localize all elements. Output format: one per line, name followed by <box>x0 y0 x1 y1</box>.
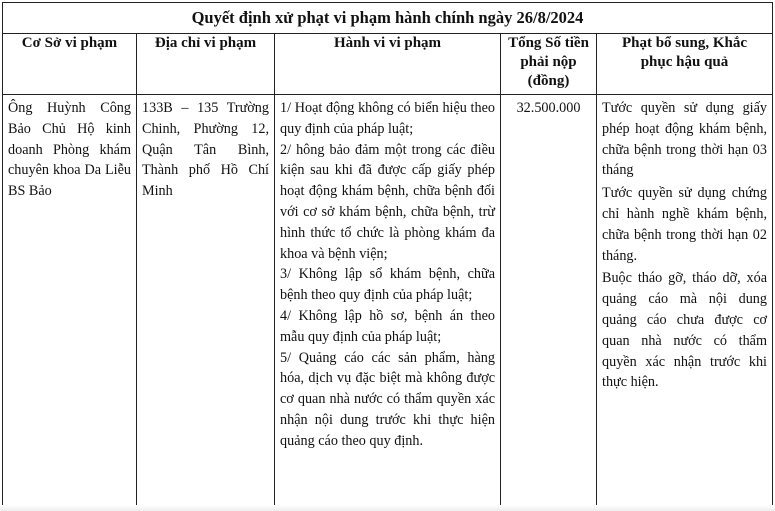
amount-value: 32.500.000 <box>516 100 581 116</box>
violations-list <box>275 95 500 452</box>
page-edge <box>0 505 775 511</box>
violation-item: 5/ Quảng cáo các sản phẩm, hàng hóa, dịch vụ đặc biệt mà không được cơ quan nhà nước có thẩm quyền xác nhận nội dung trước khi thực hiện quảng cáo theo quy định. <box>280 349 495 449</box>
header-penalty-line1: Phạt bổ sung, Khắc <box>621 35 748 51</box>
header-facility: Cơ Sở vi phạm <box>3 34 137 95</box>
cell-violations <box>275 95 501 509</box>
penalty-item: Tước quyền sử dụng chứng chỉ hành nghề khám bệnh, chữa bệnh trong thời hạn 02 tháng. <box>602 185 767 264</box>
header-violations: Hành vi vi phạm <box>275 34 501 95</box>
header-amount-line3: (đồng) <box>527 73 570 89</box>
violation-item: 3/ Không lập sổ khám bệnh, chữa bệnh theo quy định của pháp luật; <box>280 266 495 304</box>
penalties-list <box>597 95 772 393</box>
table-title: Quyết định xử phạt vi phạm hành chính ngày 26/8/2024 <box>3 3 773 34</box>
table-title-row <box>3 3 773 34</box>
header-amount <box>501 34 597 95</box>
facility-text: Ông Huỳnh Công Bảo Chủ Hộ kinh doanh Phòng khám chuyên khoa Da Liễu BS Bảo <box>8 100 131 200</box>
penalty-item: Buộc tháo gỡ, tháo dỡ, xóa quảng cáo mà nội dung quảng cáo chưa được cơ quan nhà nước có thẩm quyền xác nhận trước khi thực hiện. <box>602 270 767 391</box>
header-amount-line2: phải nộp <box>520 54 577 70</box>
violation-item: 4/ Không lập hồ sơ, bệnh án theo mẫu quy định của pháp luật; <box>280 307 495 345</box>
header-address: Địa chỉ vi phạm <box>137 34 275 95</box>
header-amount-line1: Tổng Số tiền <box>508 35 589 51</box>
cell-facility <box>3 95 137 509</box>
header-penalty-line2: phục hậu quả <box>640 54 729 70</box>
header-row <box>3 34 773 95</box>
header-penalty <box>597 34 773 95</box>
cell-penalty <box>597 95 773 509</box>
table-row <box>3 95 773 509</box>
violation-item: 2/ hông bảo đảm một trong các điều kiện sau khi đã được cấp giấy phép hoạt động khám bệnh, chữa bệnh đối với cơ sở khám bệnh, chữa bệnh, trừ hình thức tổ chức là phòng khám đa khoa và bệnh viện; <box>280 141 495 262</box>
violation-item: 1/ Hoạt động không có biển hiệu theo quy định của pháp luật; <box>280 100 495 137</box>
penalty-item: Tước quyền sử dụng giấy phép hoạt động khám bệnh, chữa bệnh trong thời hạn 03 tháng <box>602 100 767 179</box>
penalty-table <box>2 2 773 509</box>
cell-amount <box>501 95 597 509</box>
address-text: 133B – 135 Trường Chinh, Phường 12, Quận Tân Bình, Thành phố Hồ Chí Minh <box>142 100 269 200</box>
cell-address <box>137 95 275 509</box>
